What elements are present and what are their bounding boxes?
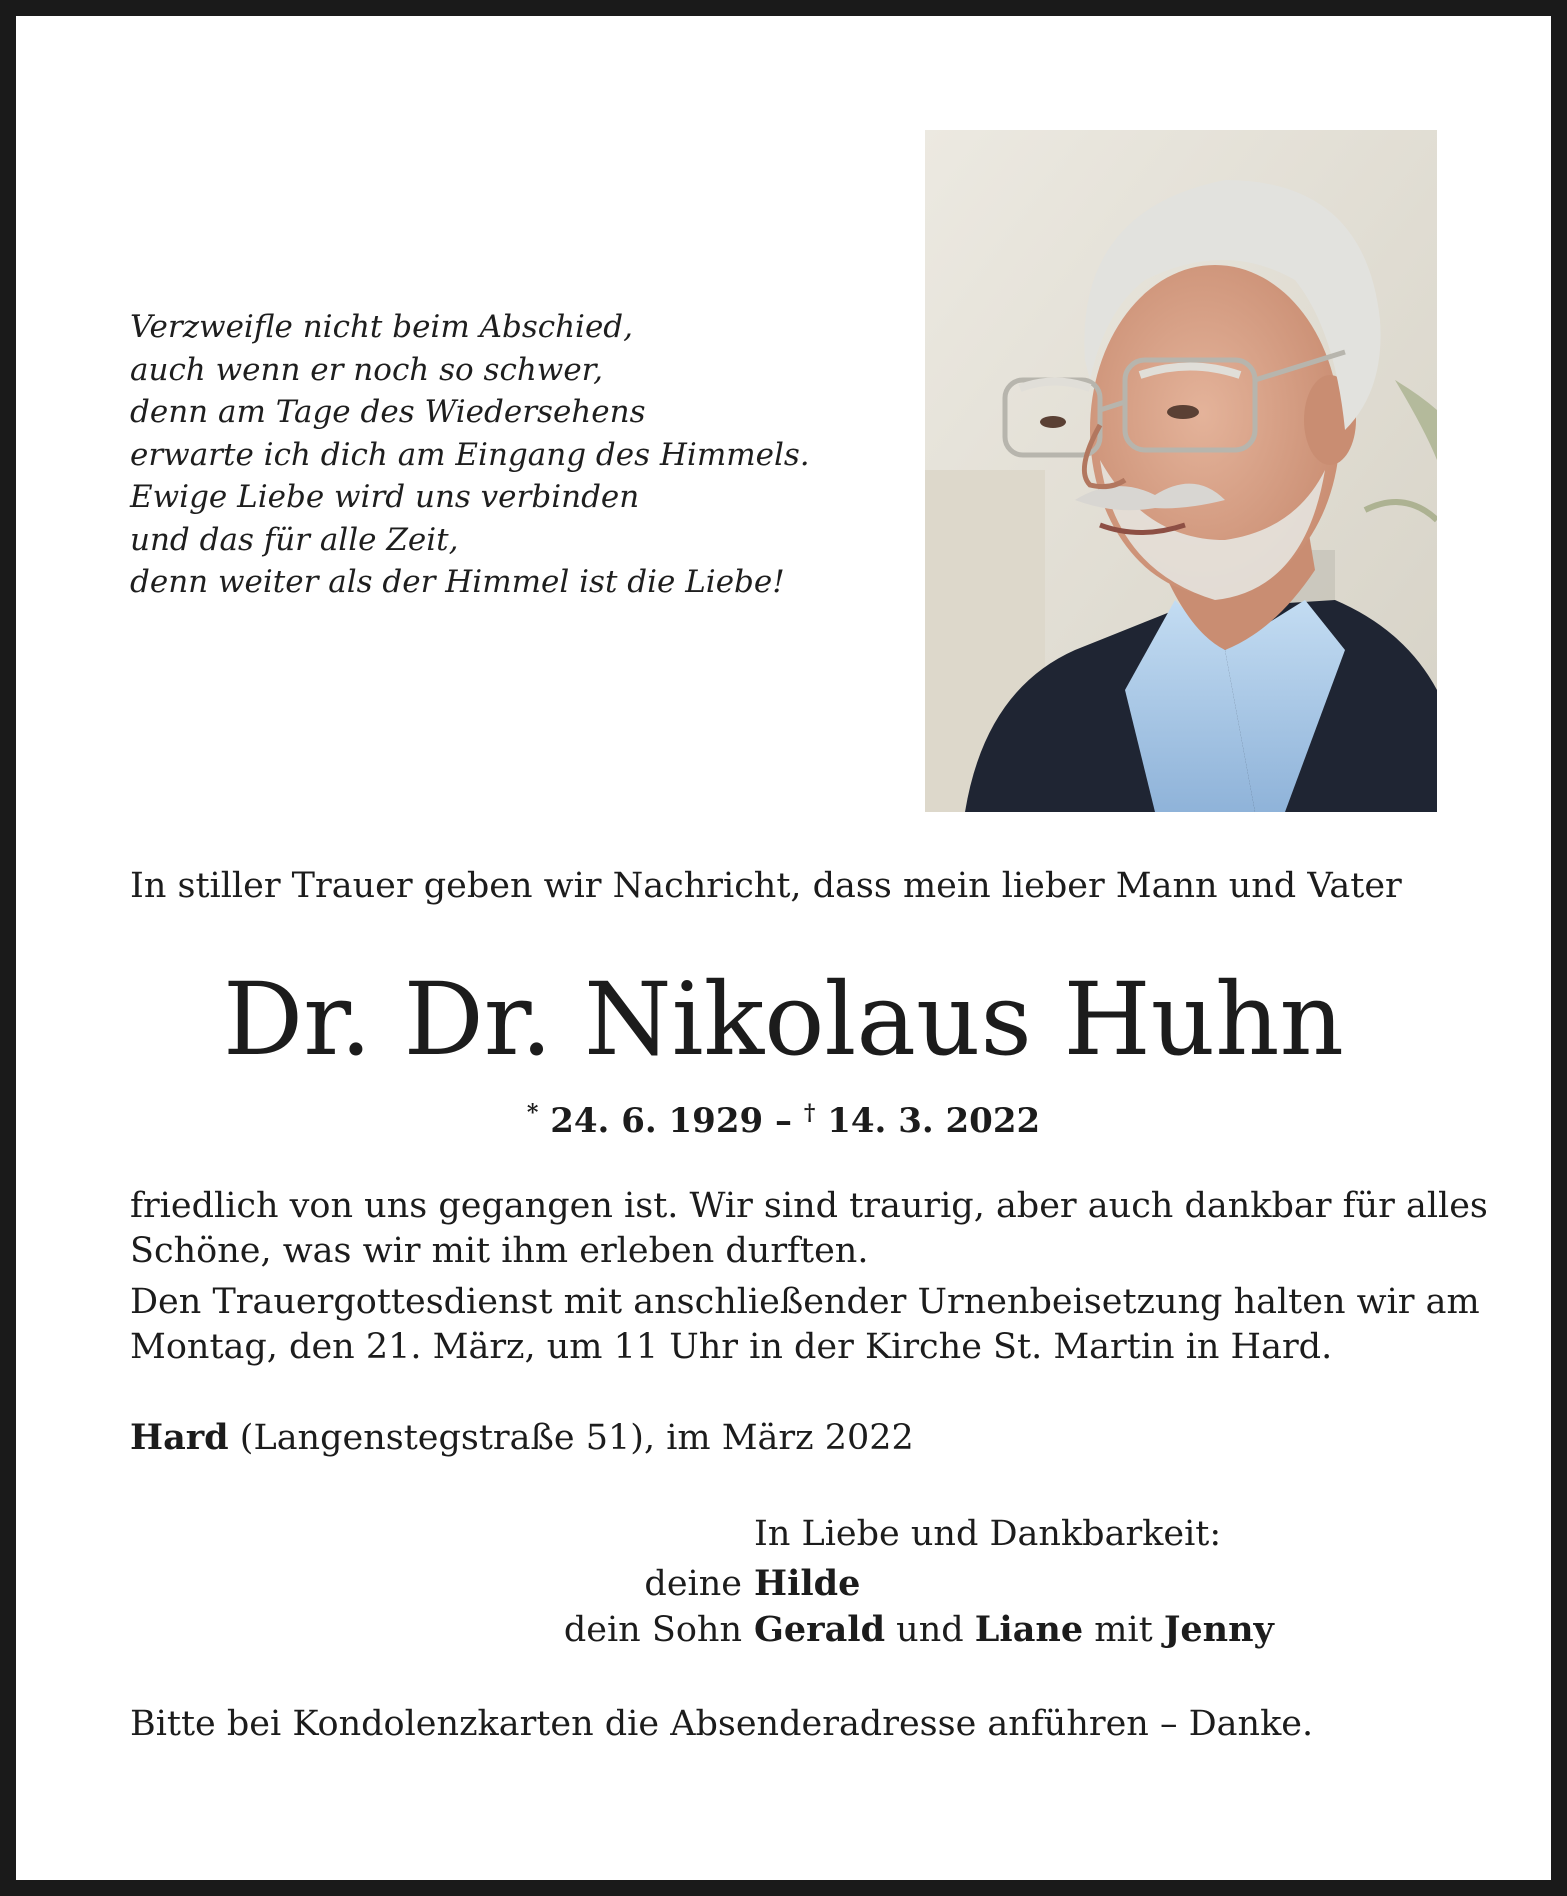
deceased-name: Dr. Dr. Nikolaus Huhn <box>223 961 1344 1078</box>
portrait-illustration <box>925 130 1437 812</box>
death-date: 14. 3. 2022 <box>827 1101 1041 1141</box>
poem-line: erwarte ich dich am Eingang des Himmels. <box>130 436 810 473</box>
death-symbol: † <box>803 1100 816 1126</box>
poem-line: Verzweifle nicht beim Abschied, <box>130 309 634 345</box>
poem-line: denn am Tage des Wiedersehens <box>130 394 646 430</box>
signature-name: Gerald <box>754 1609 886 1650</box>
signature-heading: In Liebe und Dankbarkeit: <box>754 1514 1222 1554</box>
life-dates <box>0 1090 1567 1144</box>
intro-text: In stiller Trauer geben wir Nachricht, dass mein lieber Mann und Vater <box>130 866 1402 906</box>
closing-note: Bitte bei Kondolenzkarten die Absenderadresse anführen – Danke. <box>130 1704 1314 1744</box>
announcement-body <box>130 1184 1488 1370</box>
memorial-poem <box>130 306 890 604</box>
body-line: Schöne, was wir mit ihm erleben durften. <box>130 1231 869 1271</box>
poem-line: denn weiter als der Himmel ist die Liebe! <box>130 564 785 600</box>
signature-conjunction: und <box>885 1610 975 1650</box>
birth-date: 24. 6. 1929 <box>550 1101 764 1141</box>
signature-row-son <box>563 1606 1274 1654</box>
poem-line: Ewige Liebe wird uns verbinden <box>130 479 640 515</box>
place-address: (Langenstegstraße 51), im März 2022 <box>228 1418 914 1458</box>
place-town: Hard <box>130 1417 229 1458</box>
portrait-photo <box>925 130 1437 812</box>
signature-label: dein Sohn <box>563 1610 742 1650</box>
signature-name: Liane <box>974 1609 1084 1650</box>
birth-symbol: * <box>526 1100 539 1126</box>
signature-name: Hilde <box>754 1563 861 1604</box>
poem-line: auch wenn er noch so schwer, <box>130 351 603 388</box>
poem-line: und das für alle Zeit, <box>130 521 459 558</box>
date-separator: – <box>763 1101 804 1141</box>
signature-name: Jenny <box>1163 1609 1274 1650</box>
body-line: Montag, den 21. März, um 11 Uhr in der Kirche St. Martin in Hard. <box>130 1327 1333 1367</box>
body-line: friedlich von uns gegangen ist. Wir sind traurig, aber auch dankbar für alles <box>130 1186 1488 1226</box>
place-and-date <box>130 1414 914 1462</box>
signature-row-wife <box>644 1560 861 1608</box>
signature-conjunction: mit <box>1083 1610 1164 1650</box>
body-line: Den Trauergottesdienst mit anschließender Urnenbeisetzung halten wir am <box>130 1282 1480 1322</box>
signature-label: deine <box>644 1564 742 1604</box>
